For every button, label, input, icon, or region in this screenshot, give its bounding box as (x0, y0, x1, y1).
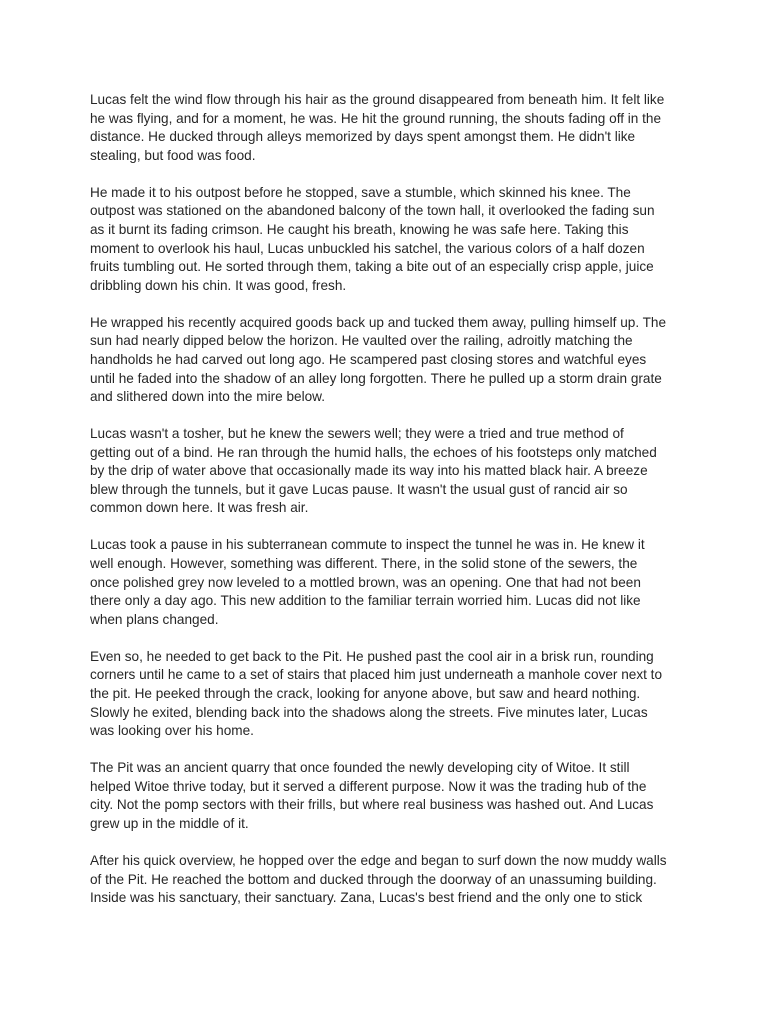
text-line: helped Witoe thrive today, but it served a different purpose. Now it was the trading hub of the (90, 778, 647, 794)
text-line: common down here. It was fresh air. (90, 500, 309, 516)
text-line: Slowly he exited, blending back into the shadows along the streets. Five minutes later, Lucas (90, 704, 648, 720)
text-line: The Pit was an ancient quarry that once founded the newly developing city of Witoe. It still (90, 760, 630, 776)
text-line: sun had nearly dipped below the horizon. He vaulted over the railing, adroitly matching the (90, 333, 633, 349)
text-line: getting out of a bind. He ran through the humid halls, the echoes of his footsteps only matched (90, 444, 657, 460)
text-line: he was flying, and for a moment, he was. He hit the ground running, the shouts fading off in the (90, 110, 662, 126)
text-line: by the drip of water above that occasionally made its way into his matted black hair. A breeze (90, 463, 648, 479)
text-line: Lucas wasn't a tosher, but he knew the sewers well; they were a tried and true method of (90, 426, 624, 442)
paragraph (90, 91, 686, 165)
text-line: was looking over his home. (90, 723, 254, 739)
text-line: He wrapped his recently acquired goods back up and tucked them away, pulling himself up. The (90, 314, 667, 330)
text-line: there only a day ago. This new addition to the familiar terrain worried him. Lucas did not like (90, 593, 641, 609)
text-line: grew up in the middle of it. (90, 815, 249, 831)
text-line: as it burnt its fading crimson. He caught his breath, knowing he was safe here. Taking this (90, 221, 629, 237)
text-line: After his quick overview, he hopped over the edge and began to surf down the now muddy walls (90, 852, 667, 868)
text-line: Inside was his sanctuary, their sanctuary. Zana, Lucas's best friend and the only one to stick (90, 890, 643, 906)
text-line: well enough. However, something was different. There, in the solid stone of the sewers, the (90, 556, 638, 572)
text-line: handholds he had carved out long ago. He scampered past closing stores and watchful eyes (90, 351, 647, 367)
text-line: once polished grey now leveled to a mottled brown, was an opening. One that had not been (90, 574, 641, 590)
text-line: Lucas took a pause in his subterranean commute to inspect the tunnel he was in. He knew it (90, 537, 645, 553)
text-line: Even so, he needed to get back to the Pit. He pushed past the cool air in a brisk run, rounding (90, 648, 654, 664)
text-line: fruits tumbling out. He sorted through them, taking a bite out of an especially crisp apple, juice (90, 259, 654, 275)
text-line: blew through the tunnels, but it gave Lucas pause. It wasn't the usual gust of rancid air so (90, 481, 628, 497)
text-line: and slithered down into the mire below. (90, 389, 326, 405)
text-line: corners until he came to a set of stairs that placed him just underneath a manhole cover next to (90, 667, 663, 683)
paragraph (90, 425, 686, 518)
paragraph (90, 759, 686, 833)
paragraph (90, 536, 686, 629)
text-line: stealing, but food was food. (90, 147, 256, 163)
text-line: when plans changed. (90, 611, 219, 627)
text-line: He made it to his outpost before he stopped, save a stumble, which skinned his knee. The (90, 184, 631, 200)
paragraph (90, 314, 686, 407)
paragraph (90, 648, 686, 741)
text-line: distance. He ducked through alleys memorized by days spent amongst them. He didn't like (90, 129, 636, 145)
paragraph (90, 184, 686, 296)
document-body (90, 91, 686, 926)
text-line: city. Not the pomp sectors with their frills, but where real business was hashed out. And Lucas (90, 797, 654, 813)
text-line: of the Pit. He reached the bottom and ducked through the doorway of an unassuming building. (90, 871, 657, 887)
text-line: Lucas felt the wind flow through his hair as the ground disappeared from beneath him. It felt like (90, 92, 665, 107)
text-line: outpost was stationed on the abandoned balcony of the town hall, it overlooked the fading sun (90, 203, 655, 219)
text-line: dribbling down his chin. It was good, fresh. (90, 277, 347, 293)
text-line: the pit. He peeked through the crack, looking for anyone above, but saw and heard nothing. (90, 685, 641, 701)
text-line: moment to overlook his haul, Lucas unbuckled his satchel, the various colors of a half dozen (90, 240, 645, 256)
text-line: until he faded into the shadow of an alley long forgotten. There he pulled up a storm drain grate (90, 370, 662, 386)
paragraph (90, 852, 686, 908)
